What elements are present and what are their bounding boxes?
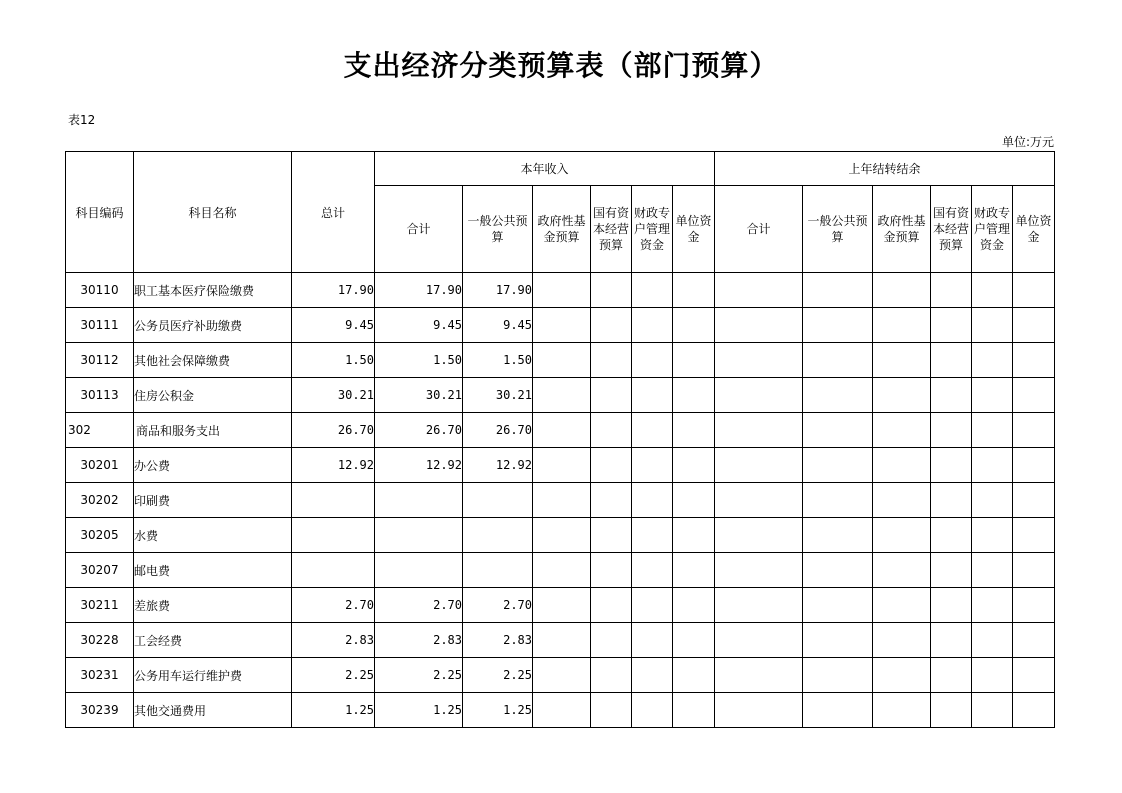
cell-empty (1013, 553, 1055, 588)
cell-empty (715, 273, 803, 308)
cell-empty (632, 308, 673, 343)
cell-empty (803, 693, 873, 728)
cell-empty (632, 448, 673, 483)
cell-empty (972, 308, 1013, 343)
cell-total: 26.70 (292, 413, 375, 448)
header-co-general: 一般公共预算 (803, 186, 873, 273)
cell-total (292, 483, 375, 518)
cell-empty (972, 693, 1013, 728)
cell-cy-total (375, 483, 463, 518)
cell-empty (591, 693, 632, 728)
cell-name: 住房公积金 (134, 378, 292, 413)
cell-empty (803, 413, 873, 448)
cell-cy-general: 2.83 (463, 623, 533, 658)
cell-empty (632, 343, 673, 378)
cell-code: 302 (66, 413, 134, 448)
cell-empty (591, 518, 632, 553)
cell-empty (533, 518, 591, 553)
cell-empty (931, 553, 972, 588)
cell-cy-general: 30.21 (463, 378, 533, 413)
cell-empty (972, 413, 1013, 448)
cell-cy-total: 12.92 (375, 448, 463, 483)
cell-cy-general: 2.70 (463, 588, 533, 623)
cell-empty (873, 658, 931, 693)
cell-name: 工会经费 (134, 623, 292, 658)
unit-label: 单位:万元 (1001, 135, 1054, 149)
cell-empty (1013, 483, 1055, 518)
cell-cy-total: 17.90 (375, 273, 463, 308)
cell-empty (931, 343, 972, 378)
cell-cy-total: 2.70 (375, 588, 463, 623)
cell-empty (591, 273, 632, 308)
cell-empty (591, 588, 632, 623)
cell-code: 30231 (66, 658, 134, 693)
cell-empty (715, 448, 803, 483)
cell-empty (533, 588, 591, 623)
cell-empty (1013, 693, 1055, 728)
cell-empty (1013, 588, 1055, 623)
header-code: 科目编码 (66, 152, 134, 273)
cell-empty (632, 483, 673, 518)
cell-name: 其他社会保障缴费 (134, 343, 292, 378)
cell-empty (972, 518, 1013, 553)
cell-empty (632, 588, 673, 623)
cell-empty (931, 308, 972, 343)
cell-empty (803, 483, 873, 518)
cell-empty (591, 448, 632, 483)
header-cy-special-account: 财政专户管理资金 (632, 186, 673, 273)
cell-code: 30239 (66, 693, 134, 728)
cell-empty (873, 273, 931, 308)
cell-cy-general: 17.90 (463, 273, 533, 308)
cell-empty (873, 553, 931, 588)
cell-name: 公务员医疗补助缴费 (134, 308, 292, 343)
cell-total: 2.83 (292, 623, 375, 658)
cell-empty (673, 343, 715, 378)
cell-empty (591, 413, 632, 448)
cell-empty (673, 273, 715, 308)
cell-empty (632, 693, 673, 728)
cell-name: 邮电费 (134, 553, 292, 588)
cell-empty (803, 518, 873, 553)
cell-empty (591, 553, 632, 588)
cell-code: 30205 (66, 518, 134, 553)
table-row (66, 273, 1055, 308)
cell-empty (873, 483, 931, 518)
cell-cy-total: 1.25 (375, 693, 463, 728)
cell-total: 12.92 (292, 448, 375, 483)
cell-empty (972, 553, 1013, 588)
cell-empty (591, 343, 632, 378)
cell-empty (673, 623, 715, 658)
cell-empty (1013, 273, 1055, 308)
table-body (66, 273, 1055, 728)
table-row (66, 378, 1055, 413)
cell-total: 2.25 (292, 658, 375, 693)
header-cy-fund: 政府性基金预算 (533, 186, 591, 273)
header-co-special-account: 财政专户管理资金 (972, 186, 1013, 273)
table-row (66, 413, 1055, 448)
cell-cy-general: 2.25 (463, 658, 533, 693)
cell-empty (591, 378, 632, 413)
cell-cy-general: 1.50 (463, 343, 533, 378)
cell-empty (931, 693, 972, 728)
cell-empty (803, 553, 873, 588)
cell-empty (803, 308, 873, 343)
cell-empty (803, 273, 873, 308)
cell-total: 1.25 (292, 693, 375, 728)
cell-empty (803, 588, 873, 623)
cell-name: 公务用车运行维护费 (134, 658, 292, 693)
cell-total: 1.50 (292, 343, 375, 378)
cell-empty (673, 413, 715, 448)
cell-empty (533, 343, 591, 378)
cell-empty (533, 623, 591, 658)
cell-name: 职工基本医疗保险缴费 (134, 273, 292, 308)
cell-empty (673, 308, 715, 343)
cell-code: 30112 (66, 343, 134, 378)
cell-empty (673, 483, 715, 518)
table-row (66, 658, 1055, 693)
cell-name: 差旅费 (134, 588, 292, 623)
cell-empty (715, 553, 803, 588)
cell-empty (715, 483, 803, 518)
cell-empty (803, 658, 873, 693)
cell-cy-general: 1.25 (463, 693, 533, 728)
cell-empty (533, 693, 591, 728)
table-row (66, 693, 1055, 728)
cell-empty (972, 378, 1013, 413)
cell-empty (803, 448, 873, 483)
cell-empty (632, 413, 673, 448)
cell-empty (931, 448, 972, 483)
cell-empty (1013, 658, 1055, 693)
cell-empty (533, 413, 591, 448)
table-number: 表12 (68, 113, 96, 127)
cell-cy-total: 26.70 (375, 413, 463, 448)
cell-empty (873, 413, 931, 448)
cell-empty (803, 623, 873, 658)
cell-total: 2.70 (292, 588, 375, 623)
header-cy-general: 一般公共预算 (463, 186, 533, 273)
header-co-unit-funds: 单位资金 (1013, 186, 1055, 273)
cell-cy-total: 2.83 (375, 623, 463, 658)
cell-code: 30211 (66, 588, 134, 623)
cell-empty (533, 378, 591, 413)
cell-cy-general (463, 483, 533, 518)
cell-name: 办公费 (134, 448, 292, 483)
cell-total: 9.45 (292, 308, 375, 343)
header-cy-state-capital: 国有资本经营预算 (591, 186, 632, 273)
cell-empty (873, 308, 931, 343)
cell-cy-general: 9.45 (463, 308, 533, 343)
cell-empty (803, 378, 873, 413)
cell-empty (591, 658, 632, 693)
cell-empty (715, 343, 803, 378)
cell-empty (972, 483, 1013, 518)
budget-table (65, 151, 1055, 728)
cell-empty (632, 273, 673, 308)
cell-cy-general (463, 518, 533, 553)
header-cy-total: 合计 (375, 186, 463, 273)
cell-empty (931, 273, 972, 308)
cell-empty (1013, 378, 1055, 413)
cell-empty (873, 623, 931, 658)
cell-empty (972, 273, 1013, 308)
cell-empty (931, 518, 972, 553)
header-name: 科目名称 (134, 152, 292, 273)
cell-cy-general (463, 553, 533, 588)
cell-empty (972, 588, 1013, 623)
cell-empty (533, 483, 591, 518)
cell-empty (715, 623, 803, 658)
cell-empty (931, 623, 972, 658)
cell-empty (1013, 623, 1055, 658)
cell-empty (533, 308, 591, 343)
table-row (66, 553, 1055, 588)
cell-code: 30111 (66, 308, 134, 343)
cell-empty (715, 588, 803, 623)
cell-empty (1013, 413, 1055, 448)
cell-empty (715, 518, 803, 553)
page-title: 支出经济分类预算表（部门预算） (343, 49, 779, 82)
cell-code: 30202 (66, 483, 134, 518)
cell-empty (591, 308, 632, 343)
cell-empty (673, 518, 715, 553)
cell-cy-total: 1.50 (375, 343, 463, 378)
cell-cy-total (375, 518, 463, 553)
cell-total: 17.90 (292, 273, 375, 308)
cell-empty (803, 343, 873, 378)
header-current-year: 本年收入 (375, 152, 715, 186)
cell-empty (632, 518, 673, 553)
table-row (66, 588, 1055, 623)
cell-total (292, 553, 375, 588)
cell-empty (632, 623, 673, 658)
cell-empty (972, 658, 1013, 693)
cell-empty (591, 483, 632, 518)
header-co-fund: 政府性基金预算 (873, 186, 931, 273)
cell-empty (533, 448, 591, 483)
cell-empty (931, 378, 972, 413)
cell-empty (931, 658, 972, 693)
cell-code: 30110 (66, 273, 134, 308)
table-row (66, 623, 1055, 658)
cell-empty (972, 448, 1013, 483)
cell-empty (591, 623, 632, 658)
cell-code: 30113 (66, 378, 134, 413)
cell-empty (873, 588, 931, 623)
cell-empty (673, 448, 715, 483)
cell-empty (673, 378, 715, 413)
table-row (66, 308, 1055, 343)
cell-empty (873, 518, 931, 553)
cell-empty (632, 553, 673, 588)
cell-empty (873, 448, 931, 483)
cell-empty (533, 658, 591, 693)
cell-empty (632, 658, 673, 693)
cell-empty (632, 378, 673, 413)
table-row (66, 448, 1055, 483)
cell-empty (931, 483, 972, 518)
cell-empty (715, 413, 803, 448)
cell-empty (715, 308, 803, 343)
cell-empty (873, 693, 931, 728)
cell-cy-general: 12.92 (463, 448, 533, 483)
cell-empty (533, 273, 591, 308)
header-co-total: 合计 (715, 186, 803, 273)
cell-empty (1013, 343, 1055, 378)
cell-empty (1013, 448, 1055, 483)
cell-code: 30228 (66, 623, 134, 658)
cell-cy-total: 9.45 (375, 308, 463, 343)
cell-empty (673, 658, 715, 693)
cell-cy-total: 2.25 (375, 658, 463, 693)
cell-empty (1013, 518, 1055, 553)
cell-total: 30.21 (292, 378, 375, 413)
header-cy-unit-funds: 单位资金 (673, 186, 715, 273)
cell-name: 其他交通费用 (134, 693, 292, 728)
header-co-state-capital: 国有资本经营预算 (931, 186, 972, 273)
cell-empty (931, 413, 972, 448)
table-row (66, 518, 1055, 553)
table-row (66, 343, 1055, 378)
cell-name: 商品和服务支出 (134, 413, 292, 448)
cell-empty (673, 588, 715, 623)
cell-empty (873, 378, 931, 413)
cell-code: 30201 (66, 448, 134, 483)
table-row (66, 483, 1055, 518)
cell-name: 印刷费 (134, 483, 292, 518)
cell-empty (673, 693, 715, 728)
cell-name: 水费 (134, 518, 292, 553)
cell-code: 30207 (66, 553, 134, 588)
cell-empty (715, 378, 803, 413)
header-total: 总计 (292, 152, 375, 273)
cell-empty (1013, 308, 1055, 343)
cell-empty (715, 658, 803, 693)
cell-total (292, 518, 375, 553)
cell-empty (972, 623, 1013, 658)
cell-empty (972, 343, 1013, 378)
cell-empty (533, 553, 591, 588)
cell-cy-general: 26.70 (463, 413, 533, 448)
header-carryover: 上年结转结余 (715, 152, 1055, 186)
cell-empty (931, 588, 972, 623)
cell-empty (673, 553, 715, 588)
cell-empty (873, 343, 931, 378)
cell-cy-total (375, 553, 463, 588)
cell-empty (715, 693, 803, 728)
cell-cy-total: 30.21 (375, 378, 463, 413)
